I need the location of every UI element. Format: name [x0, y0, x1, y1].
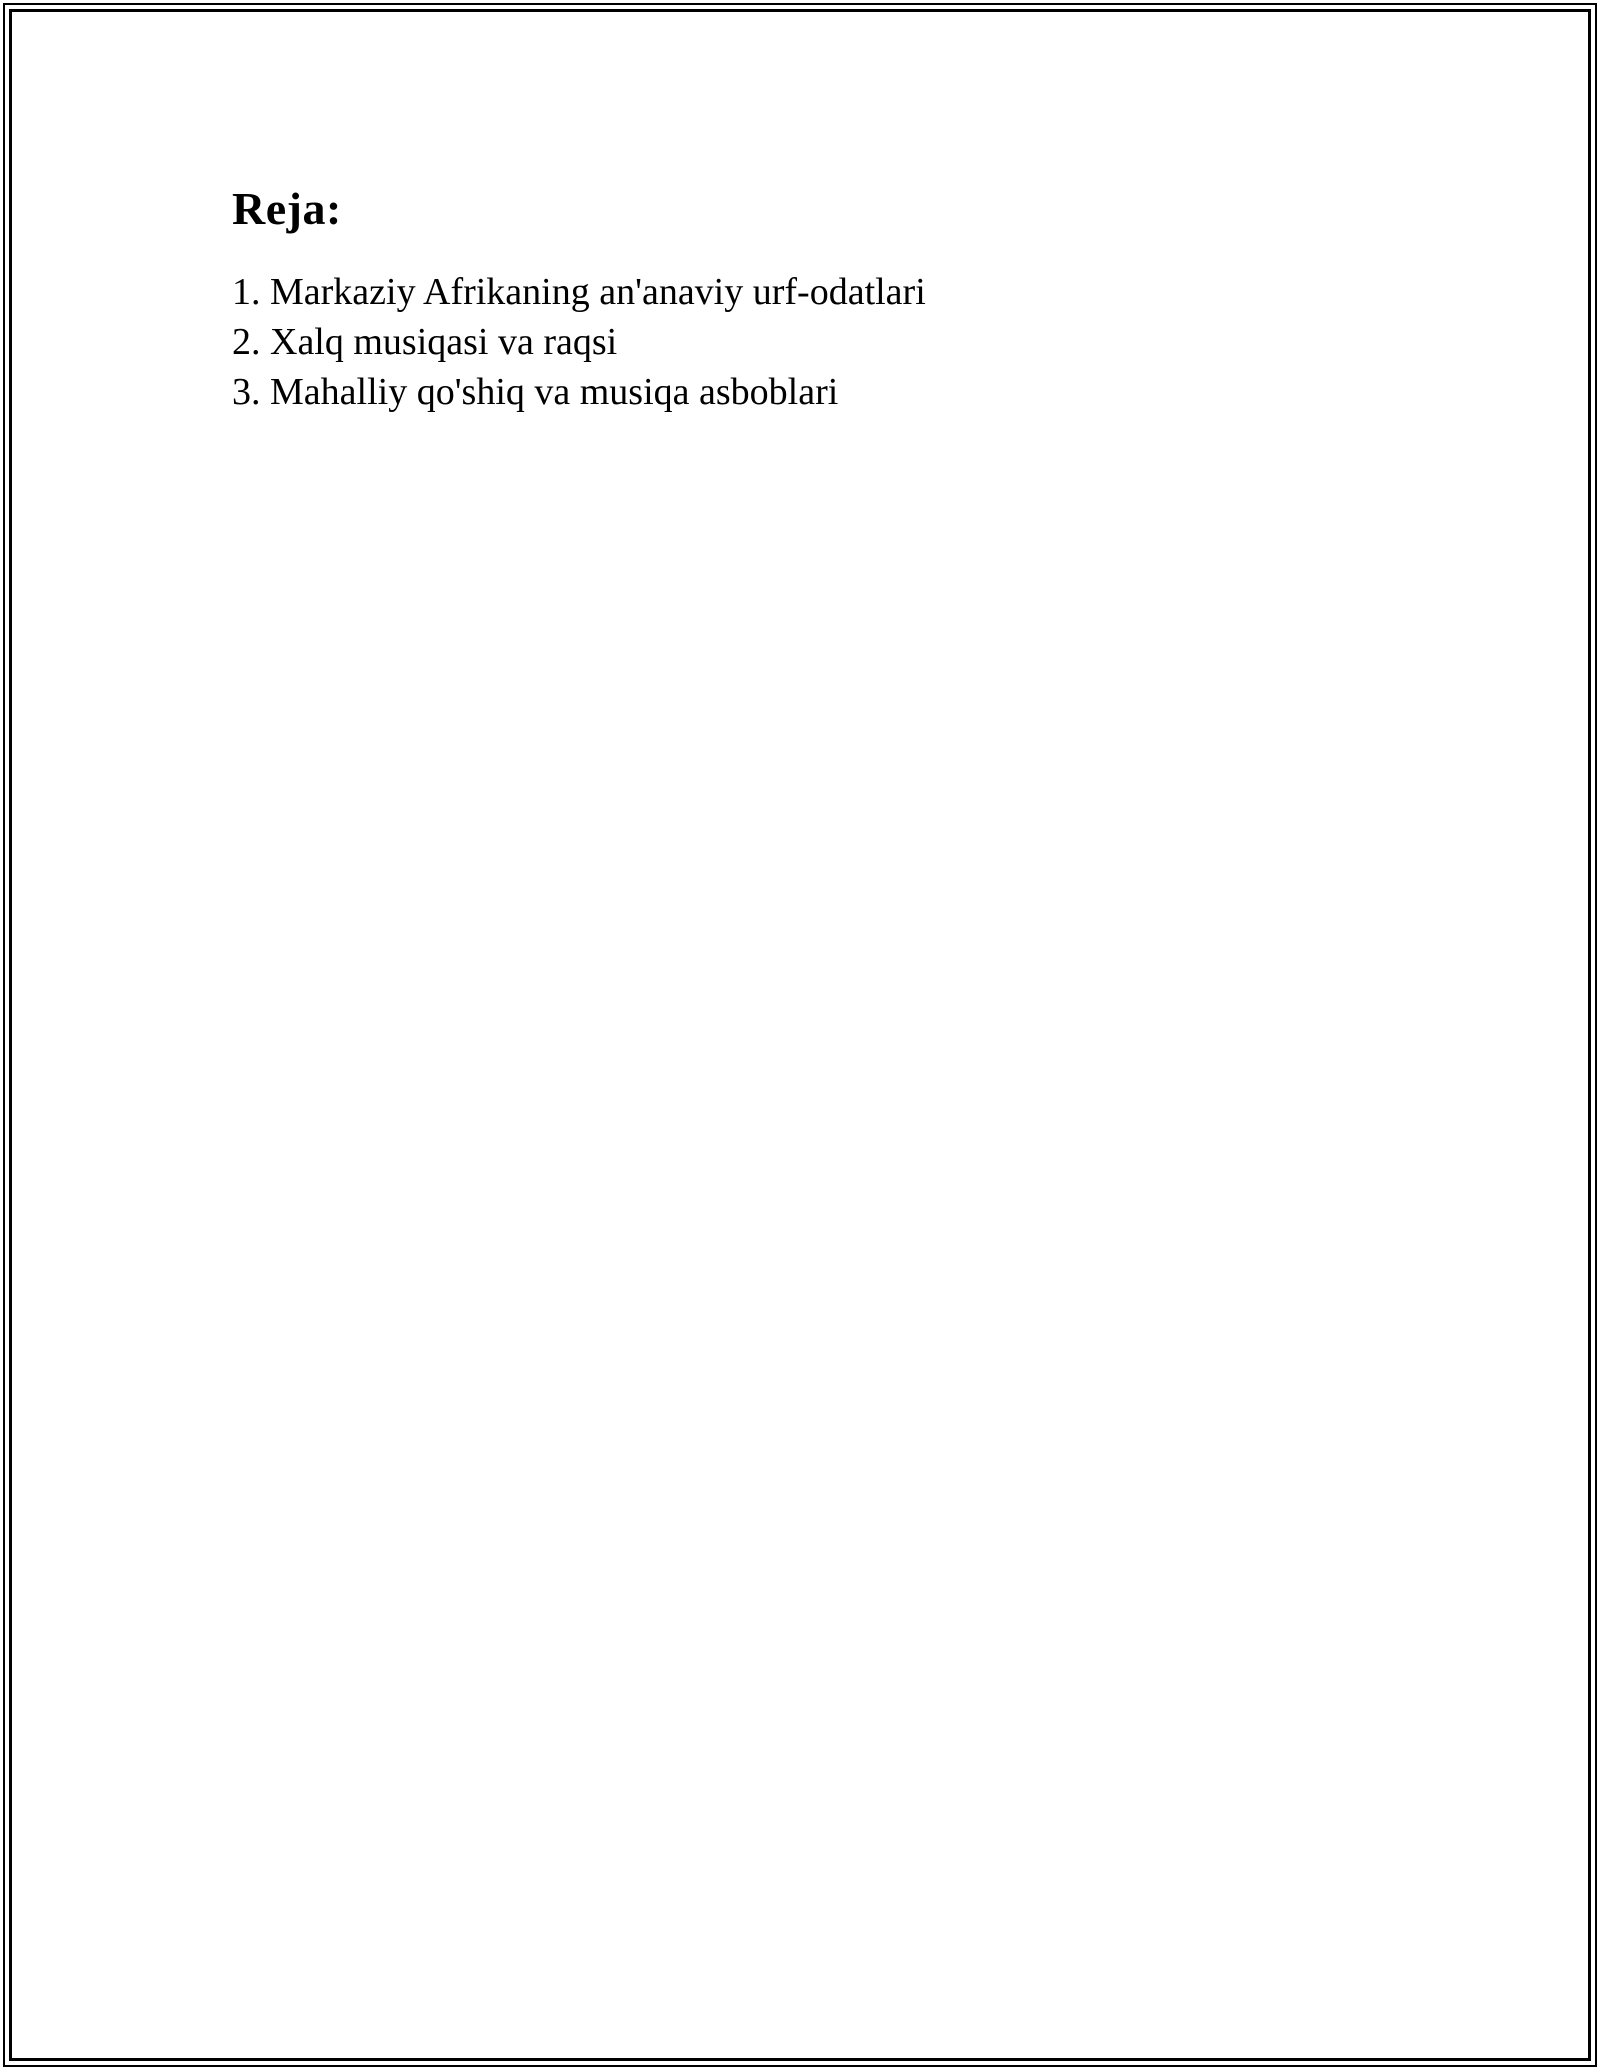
page-title: Reja:	[232, 183, 342, 234]
list-item: 2. Xalq musiqasi va raqsi	[232, 320, 618, 363]
outer-border	[3, 3, 1597, 2067]
page-content	[12, 12, 1588, 2058]
list-item: 3. Mahalliy qo'shiq va musiqa asboblari	[232, 370, 839, 413]
outline-list	[232, 267, 1508, 417]
inner-border	[9, 9, 1591, 2061]
list-item: 1. Markaziy Afrikaning an'anaviy urf-odatlari	[232, 270, 926, 313]
